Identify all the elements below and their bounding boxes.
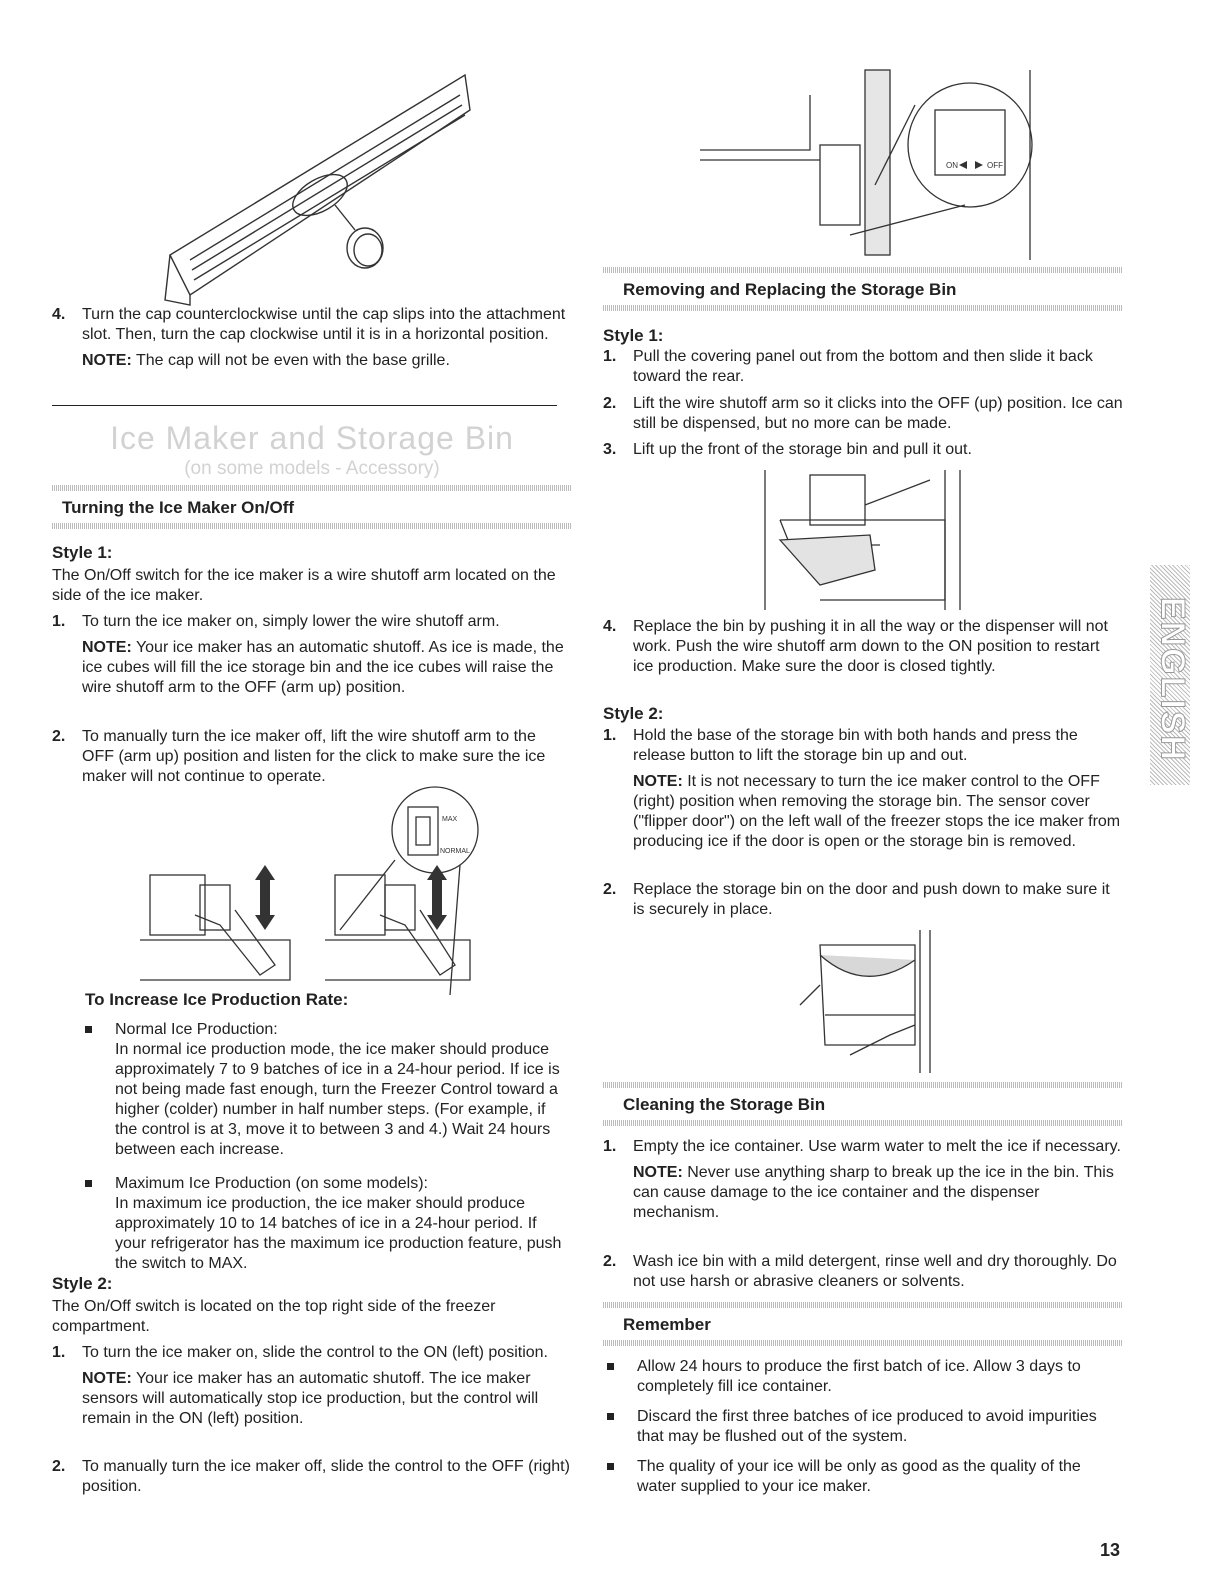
right-style2-label: Style 2: — [603, 704, 664, 723]
bullet-square-icon — [607, 1413, 614, 1420]
svg-text:MAX: MAX — [442, 816, 458, 823]
turning-header: Turning the Ice Maker On/Off — [52, 485, 572, 531]
right-step-1: 1. Pull the covering panel out from the bottom and then slide it back toward the rear. — [603, 348, 1093, 385]
removing-header: Removing and Replacing the Storage Bin — [603, 267, 1123, 313]
left-step-4-note: NOTE: The cap will not be even with the base grille. — [82, 352, 450, 369]
cleaning-step-1: 1. Empty the ice container. Use warm water to melt the ice if necessary. NOTE: Never use anything sharp to break up the ice in the bin. This can cause damage to the ice container and the dispenser mechanism. — [603, 1138, 1121, 1221]
right-step-3: 3. Lift up the front of the storage bin and pull it out. — [603, 441, 972, 458]
bullet-max-production: Maximum Ice Production (on some models): In maximum ice production, the ice maker should produce approximately 10 to 14 batches of ice in a 24-hour period. If your refrigerator has the maximum ice production feature, push the switch to MAX. — [85, 1174, 572, 1274]
left-s2-step-2: 2. To manually turn the ice maker off, slide the control to the OFF (right) position. — [52, 1458, 570, 1495]
bullet-square-icon — [607, 1363, 614, 1370]
increase-header: To Increase Ice Production Rate: — [85, 990, 349, 1009]
left-style1-intro: The On/Off switch for the ice maker is a wire shutoff arm located on the side of the ice maker. — [52, 567, 556, 604]
svg-text:NORMAL: NORMAL — [440, 848, 470, 855]
bullet-square-icon — [607, 1463, 614, 1470]
left-style1-label: Style 1: — [52, 543, 113, 562]
remember-item-3: The quality of your ice will be only as good as the quality of the water supplied to your ice maker. — [607, 1457, 1123, 1497]
right-step-2: 2. Lift the wire shutoff arm so it clicks into the OFF (up) position. Ice can still be dispensed, but no more can be made. — [603, 395, 1123, 432]
left-s1-step-1: 1. To turn the ice maker on, simply lower the wire shutoff arm. NOTE: Your ice maker has an automatic shutoff. As ice is made, the ice cubes will fill the ice storage bin and the ice cubes will raise the wire shutoff arm to the OFF (arm up) position. — [52, 613, 564, 696]
left-s2-step-1: 1. To turn the ice maker on, slide the control to the ON (left) position. NOTE: Your ice maker has an automatic shutoff. The ice maker sensors will automatically stop ice production, but the control will remain in the ON (left) position. — [52, 1344, 548, 1427]
cleaning-step-2: 2. Wash ice bin with a mild detergent, rinse well and dry thoroughly. Do not use harsh or abrasive cleaners or solvents. — [603, 1253, 1117, 1290]
bullet-square-icon — [85, 1180, 92, 1187]
svg-text:OFF: OFF — [987, 161, 1003, 170]
remember-item-2: Discard the first three batches of ice produced to avoid impurities that may be flushed out of the system. — [607, 1407, 1123, 1447]
base-grille-cap-illustration — [160, 70, 480, 310]
right-step-4: 4. Replace the bin by pushing it in all the way or the dispenser will not work. Push the wire shutoff arm down to the ON position to restart ice production. Make sure the door is closed tightly. — [603, 618, 1108, 675]
section-title: Ice Maker and Storage Bin — [110, 420, 514, 456]
cleaning-header: Cleaning the Storage Bin — [603, 1082, 1123, 1128]
storage-bin-removal-illustration — [760, 465, 970, 615]
language-side-tab: ENGLISH — [1150, 565, 1190, 785]
left-style2-label: Style 2: — [52, 1274, 113, 1293]
svg-text:ON: ON — [946, 161, 958, 170]
ice-maker-switch-illustration — [140, 785, 490, 995]
right-s2-step-2: 2. Replace the storage bin on the door and push down to make sure it is securely in place. — [603, 881, 1110, 918]
left-step-4: 4. Turn the cap counterclockwise until the cap slips into the attachment slot. Then, turn the cap clockwise until it is in a horizontal position. NOTE: The cap will not be even with the base grille. — [52, 305, 572, 371]
section-divider — [52, 405, 557, 406]
left-style2-intro: The On/Off switch is located on the top right side of the freezer compartment. — [52, 1298, 496, 1335]
bullet-square-icon — [85, 1026, 92, 1033]
right-style1-label: Style 1: — [603, 326, 664, 345]
section-subtitle: (on some models - Accessory) — [184, 458, 440, 479]
remember-header: Remember — [603, 1302, 1123, 1348]
storage-bin-door-illustration — [790, 925, 940, 1075]
page-number: 13 — [1100, 1540, 1121, 1560]
right-s2-step-1: 1. Hold the base of the storage bin with both hands and press the release button to lift the storage bin up and out. NOTE: It is not necessary to turn the ice maker control to the OFF (right) position when removing the storage bin. The sensor cover ("flipper door") on the left wall of the freezer stops the ice maker from producing ice if the door is open or the storage bin is removed. — [603, 727, 1121, 850]
style2-switch-illustration — [700, 65, 1040, 265]
bullet-normal-production: Normal Ice Production: In normal ice production mode, the ice maker should produce approximately 7 to 9 batches of ice in a 24-hour period. If ice is not being made fast enough, turn the Freezer Control toward a higher (colder) number in half number steps. (For example, if the control is at 3, move it to between 3 and 4.) Wait 24 hours between each increase. — [85, 1020, 572, 1160]
left-s1-step-2: 2. To manually turn the ice maker off, lift the wire shutoff arm to the OFF (arm up) position and listen for the click to make sure the ice maker will not continue to operate. — [52, 728, 546, 785]
remember-item-1: Allow 24 hours to produce the first batch of ice. Allow 3 days to completely fill ice container. — [607, 1357, 1123, 1397]
